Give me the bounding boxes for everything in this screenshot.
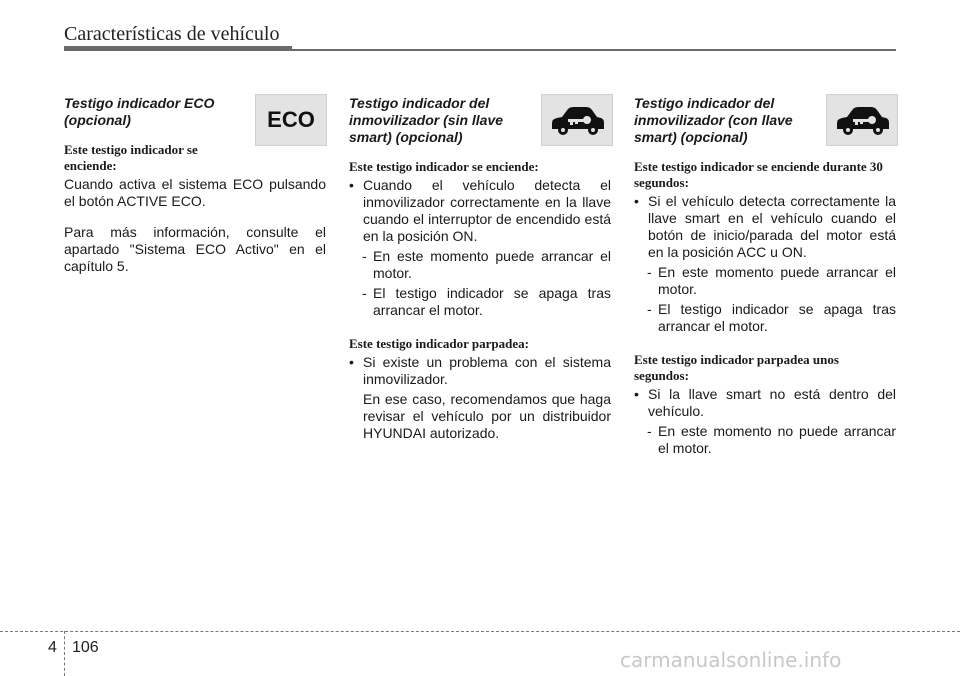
bullet-continuation: En ese caso, recomendamos que haga revisar el vehículo por un distribuidor HYUNDAI autorizado.: [363, 391, 611, 441]
subheading: Este testigo indicador se enciende durante 30 segundos:: [634, 159, 883, 190]
bullet-item: • Si existe un problema con el sistema inmovilizador.: [349, 354, 611, 387]
car-key-icon: [546, 100, 608, 140]
dash-item: - El testigo indicador se apaga tras arrancar el motor.: [647, 301, 896, 334]
section-title: Testigo indicador del inmovilizador (con llave smart) (opcional): [634, 95, 793, 145]
bullet-item: • Si el vehículo detecta correctamente la llave smart en el vehículo cuando el botón de inicio/parada del motor está en la posición ACC u ON.: [634, 193, 896, 260]
page-header-title: Características de vehículo: [64, 23, 280, 45]
subheading: Este testigo indicador se enciende:: [349, 159, 539, 174]
subheading: Este testigo indicador se enciende:: [64, 142, 198, 173]
car-key-icon: [541, 94, 613, 146]
chapter-number: 4: [48, 639, 57, 656]
dash-item: - En este momento puede arrancar el motor.: [362, 248, 611, 281]
bullet-item: • Cuando el vehículo detecta el inmovilizador correctamente en la llave cuando el interruptor de encendido está en la posición ON.: [349, 177, 611, 244]
bullet-item: • Si la llave smart no está dentro del vehículo.: [634, 386, 896, 419]
eco-indicator-label: ECO: [267, 107, 315, 132]
eco-indicator-icon: [255, 94, 327, 146]
footer-rule: [0, 631, 960, 632]
dash-item: - El testigo indicador se apaga tras arrancar el motor.: [362, 285, 611, 318]
subheading: Este testigo indicador parpadea:: [349, 336, 529, 351]
immobilizer-smart-section: [634, 95, 896, 460]
immobilizer-no-smart-section: [349, 95, 611, 445]
page-number: 106: [72, 639, 99, 656]
dash-item: - En este momento puede arrancar el motor.: [647, 264, 896, 297]
subheading: Este testigo indicador parpadea unos segundos:: [634, 352, 839, 383]
car-key-icon: [831, 100, 893, 140]
section-title: Testigo indicador del inmovilizador (sin llave smart) (opcional): [349, 95, 504, 145]
section-title: Testigo indicador ECO (opcional): [64, 95, 215, 128]
header-rule-thick: [64, 46, 292, 51]
paragraph: Cuando activa el sistema ECO pulsando el botón ACTIVE ECO.: [64, 176, 326, 209]
dash-item: - En este momento no puede arrancar el motor.: [647, 423, 896, 456]
footer-divider: [64, 631, 65, 676]
car-key-icon: [826, 94, 898, 146]
paragraph: Para más información, consulte el apartado "Sistema ECO Activo" en el capítulo 5.: [64, 224, 326, 274]
watermark: carmanualsonline.info: [620, 648, 842, 672]
header-rule-thin: [292, 49, 896, 51]
